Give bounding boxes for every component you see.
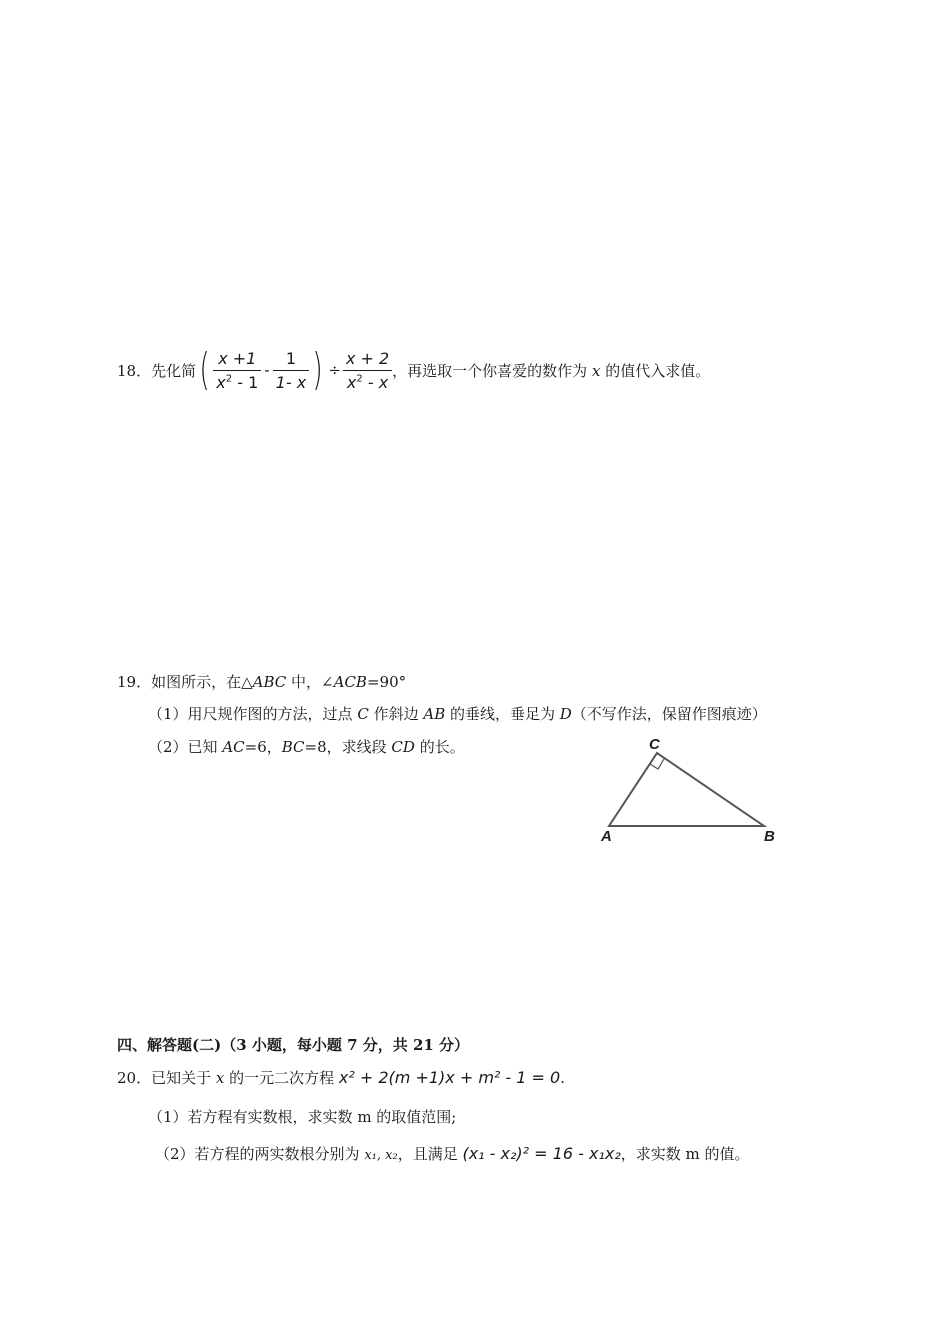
- fraction-3: [343, 349, 392, 392]
- question-20-part-2: （2）若方程的两实数根分别为 x₁, x₂，且满足 (x₁ - x₂)² = 16 - x₁x₂，求实数 m 的值。: [155, 1144, 750, 1163]
- question-19-part-1: （1）用尺规作图的方法，过点 C 作斜边 AB 的垂线，垂足为 D（不写作法，保留作图痕迹）: [148, 705, 767, 723]
- equation: x² + 2(m +1)x + m² - 1 = 0: [338, 1068, 561, 1087]
- fraction-3-numerator: x + 2: [343, 349, 392, 371]
- label-a: A: [601, 828, 612, 845]
- fraction-3-denominator: $x^2$ - x: [346, 372, 389, 392]
- question-18: [117, 342, 710, 398]
- label-b: B: [764, 828, 775, 845]
- minus-sign: -: [264, 361, 270, 379]
- left-paren: (: [199, 344, 210, 395]
- divide-sign: ÷: [328, 361, 341, 379]
- fraction-1-denominator: $x^2 - 1$: [216, 372, 259, 392]
- question-18-tail: ，再选取一个你喜爱的数作为 x 的值代入求值。: [392, 361, 711, 380]
- label-c: C: [649, 736, 660, 753]
- fraction-2-denominator: 1- x: [275, 372, 307, 392]
- question-18-number: 18．: [117, 361, 152, 380]
- question-19-part-2: （2）已知 AC=6，BC=8，求线段 CD 的长。: [148, 738, 465, 756]
- question-18-lead: 先化简: [151, 361, 197, 380]
- question-19-stem: 19．如图所示，在△ABC 中，∠ACB=90°: [117, 673, 407, 691]
- fraction-1: [213, 349, 261, 392]
- right-paren: ): [312, 344, 323, 395]
- fraction-2-numerator: 1: [273, 349, 310, 371]
- root-condition: (x₁ - x₂)² = 16 - x₁x₂: [462, 1144, 621, 1163]
- triangle-figure: [590, 730, 790, 850]
- fraction-2: [273, 349, 310, 392]
- triangle-abc: [609, 753, 764, 826]
- question-20-part-1: （1）若方程有实数根，求实数 m 的取值范围;: [148, 1108, 457, 1126]
- section-4-heading: 四、解答题(二)（3 小题，每小题 7 分，共 21 分）: [117, 1036, 470, 1054]
- fraction-1-numerator: x +1: [213, 349, 261, 371]
- question-20-stem: 20．已知关于 x 的一元二次方程 x² + 2(m +1)x + m² - 1 = 0.: [117, 1068, 565, 1087]
